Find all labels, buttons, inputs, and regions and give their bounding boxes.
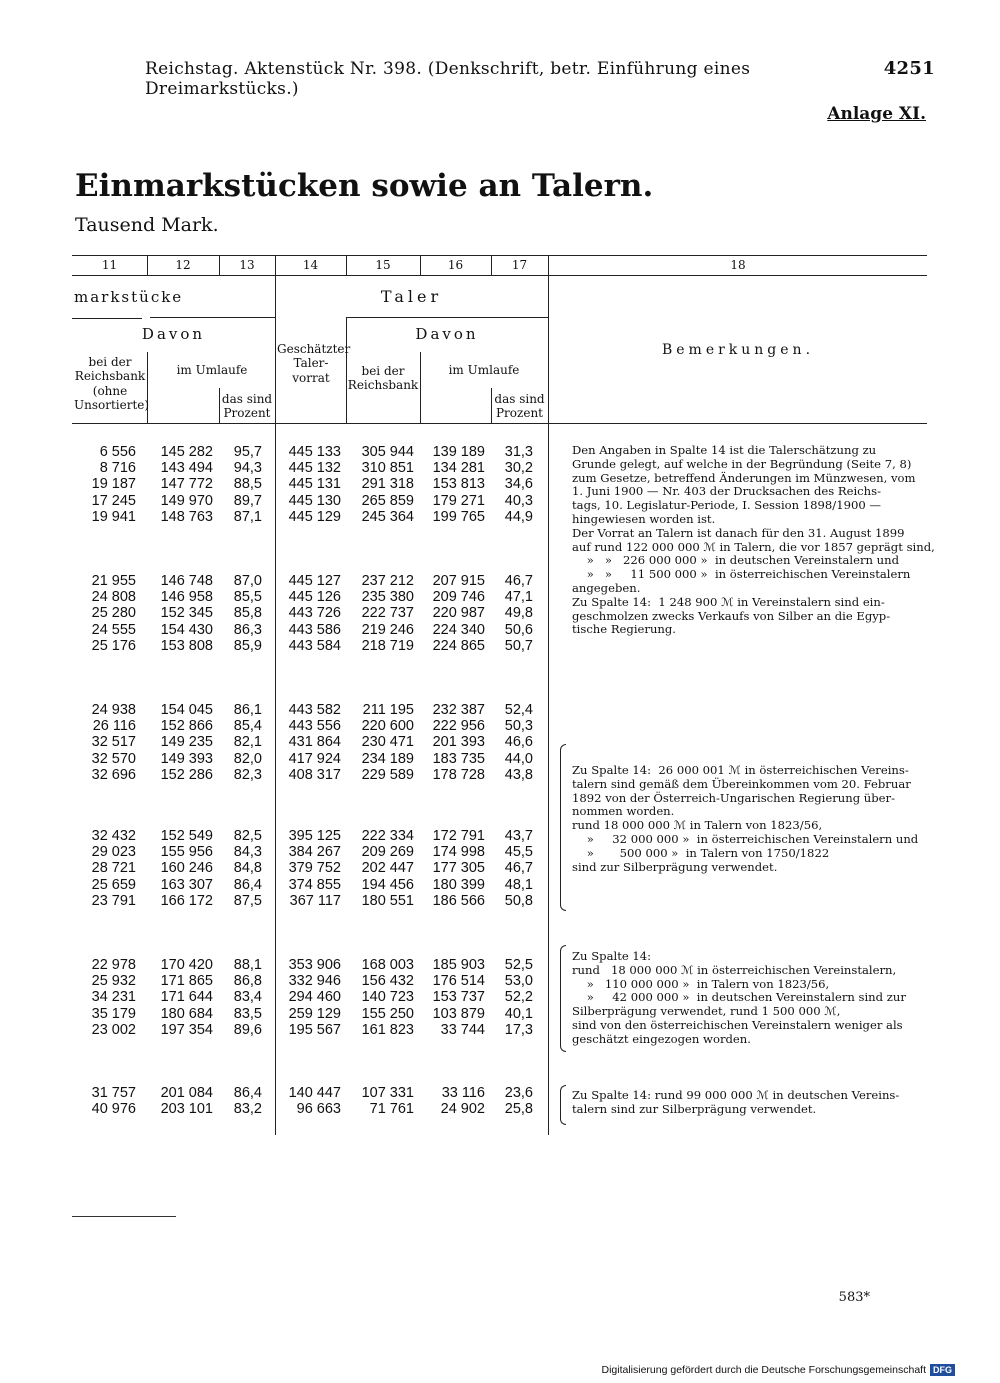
- cell-reichsbank-taler: 194 456: [361, 876, 414, 893]
- cell-talervorrat: 408 317: [288, 766, 341, 783]
- cell-umlauf-taler: 174 998: [432, 844, 485, 861]
- cell-umlauf-mark: 149 393: [160, 750, 213, 767]
- table-row: [0, 460, 560, 476]
- table-row: [0, 877, 560, 893]
- cell-prozent-taler: 52,5: [504, 957, 533, 973]
- cell-reichsbank-taler: 156 432: [361, 973, 414, 990]
- cell-reichsbank-taler: 245 364: [361, 508, 414, 525]
- colnum-12: 12: [175, 258, 191, 272]
- cell-talervorrat: 140 447: [288, 1085, 341, 1101]
- cell-umlauf-mark: 203 101: [160, 1101, 213, 1118]
- cell-prozent-mark: 87,1: [233, 508, 262, 525]
- cell-umlauf-taler: 220 987: [432, 605, 485, 622]
- mark-left-rule: [72, 318, 142, 319]
- cell-talervorrat: 445 130: [288, 492, 341, 509]
- page-number: 4251: [883, 58, 935, 79]
- cell-reichsbank-unsortiert: 24 938: [91, 702, 136, 718]
- cell-reichsbank-taler: 218 719: [361, 637, 414, 654]
- cell-prozent-mark: 83,2: [233, 1101, 262, 1118]
- table-row: [0, 702, 560, 718]
- cell-umlauf-mark: 160 246: [160, 860, 213, 877]
- cell-prozent-mark: 85,5: [233, 589, 262, 606]
- cell-prozent-taler: 45,5: [504, 844, 533, 861]
- cell-umlauf-taler: 180 399: [432, 876, 485, 893]
- table-row: [0, 1006, 560, 1022]
- cell-prozent-mark: 85,8: [233, 605, 262, 622]
- cell-umlauf-mark: 145 282: [160, 444, 213, 460]
- header-im-umlaufe-taler: im Umlaufe: [448, 363, 520, 377]
- remark-2: Zu Spalte 14: 26 000 001 ℳ in österreichischen Vereins- talern sind gemäß dem Übereinkommen vom 20. Februar 1892 von der Österreich-Ungarischen Regierung über- nommen worden. rund 18 000 000 ℳ in Talern von 1823/56, » 32 000 000 » in österreichischen Vereinstalern und » 500 000 » in Talern von 1750/1822 sind zur Silberprägung verwendet.: [572, 763, 919, 874]
- cell-umlauf-mark: 154 045: [160, 702, 213, 718]
- cell-reichsbank-unsortiert: 25 932: [91, 973, 136, 990]
- credit-text: Digitalisierung gefördert durch die Deutsche Forschungsgemeinschaft: [601, 1364, 926, 1376]
- row-group-3: [0, 702, 560, 783]
- cell-umlauf-taler: 177 305: [432, 860, 485, 877]
- cell-prozent-taler: 49,8: [504, 605, 533, 622]
- cell-prozent-mark: 85,4: [233, 718, 262, 735]
- cell-talervorrat: 443 584: [288, 637, 341, 654]
- cell-talervorrat: 443 586: [288, 621, 341, 638]
- cell-talervorrat: 96 663: [296, 1101, 341, 1118]
- cell-prozent-taler: 44,9: [504, 508, 533, 525]
- cell-reichsbank-unsortiert: 6 556: [99, 444, 136, 460]
- col-divider: [147, 352, 148, 423]
- cell-talervorrat: 353 906: [288, 957, 341, 973]
- table-row: [0, 751, 560, 767]
- cell-prozent-taler: 50,8: [504, 892, 533, 909]
- table-row: [0, 844, 560, 860]
- header-talervorrat: Geschätzter Taler- vorrat: [277, 342, 351, 385]
- table-row: [0, 589, 560, 605]
- cell-umlauf-mark: 154 430: [160, 621, 213, 638]
- cell-prozent-mark: 89,7: [233, 492, 262, 509]
- cell-umlauf-taler: 178 728: [432, 766, 485, 783]
- cell-prozent-mark: 83,4: [233, 989, 262, 1006]
- cell-reichsbank-taler: 211 195: [362, 702, 414, 718]
- row-group-5: [0, 957, 560, 1038]
- row-group-6: [0, 1085, 560, 1117]
- cell-prozent-mark: 86,4: [233, 1085, 262, 1101]
- cell-umlauf-taler: 201 393: [432, 734, 485, 751]
- colnum-14: 14: [302, 258, 319, 272]
- cell-reichsbank-taler: 209 269: [361, 844, 414, 861]
- cell-umlauf-mark: 155 956: [160, 844, 213, 861]
- column-number-rule: [72, 275, 927, 276]
- table-row: [0, 989, 560, 1005]
- cell-talervorrat: 379 752: [288, 860, 341, 877]
- row-group-2: [0, 573, 560, 654]
- table-row: [0, 860, 560, 876]
- cell-reichsbank-unsortiert: 40 976: [91, 1101, 136, 1118]
- header-reichsbank-taler: bei der Reichsbank: [347, 364, 419, 393]
- cell-umlauf-taler: 33 744: [440, 1021, 485, 1038]
- cell-reichsbank-taler: 291 318: [361, 476, 414, 493]
- cell-umlauf-taler: 207 915: [432, 573, 485, 589]
- cell-reichsbank-unsortiert: 21 955: [91, 573, 136, 589]
- cell-talervorrat: 445 127: [288, 573, 341, 589]
- cell-umlauf-mark: 149 970: [160, 492, 213, 509]
- cell-prozent-mark: 89,6: [233, 1021, 262, 1038]
- cell-prozent-taler: 23,6: [504, 1085, 533, 1101]
- cell-reichsbank-unsortiert: 8 716: [99, 460, 136, 477]
- cell-umlauf-mark: 152 286: [160, 766, 213, 783]
- table-row: [0, 828, 560, 844]
- cell-prozent-mark: 82,0: [233, 750, 262, 767]
- cell-umlauf-mark: 147 772: [160, 476, 213, 493]
- colnum-13: 13: [239, 258, 255, 272]
- cell-prozent-taler: 17,3: [504, 1021, 533, 1038]
- cell-prozent-mark: 86,8: [233, 973, 262, 990]
- cell-talervorrat: 395 125: [288, 828, 341, 844]
- cell-umlauf-taler: 224 865: [432, 637, 485, 654]
- table-row: [0, 444, 560, 460]
- cell-umlauf-taler: 172 791: [432, 828, 485, 844]
- cell-talervorrat: 443 582: [288, 702, 341, 718]
- row-group-1: [0, 444, 560, 525]
- cell-prozent-taler: 52,4: [504, 702, 533, 718]
- cell-umlauf-mark: 152 345: [160, 605, 213, 622]
- cell-umlauf-mark: 197 354: [160, 1021, 213, 1038]
- cell-talervorrat: 445 132: [288, 460, 341, 477]
- cell-umlauf-taler: 24 902: [440, 1101, 485, 1118]
- cell-umlauf-taler: 222 956: [432, 718, 485, 735]
- cell-prozent-taler: 46,6: [504, 734, 533, 751]
- brace: [560, 945, 566, 1052]
- header-im-umlaufe-mark: im Umlaufe: [176, 363, 248, 377]
- cell-prozent-mark: 84,8: [233, 860, 262, 877]
- cell-reichsbank-unsortiert: 24 808: [91, 589, 136, 606]
- table-row: [0, 1022, 560, 1038]
- mark-davon-header: Davon: [141, 325, 206, 343]
- cell-umlauf-taler: 33 116: [441, 1085, 485, 1101]
- cell-talervorrat: 445 129: [288, 508, 341, 525]
- table-row: [0, 493, 560, 509]
- cell-prozent-mark: 94,3: [233, 460, 262, 477]
- cell-reichsbank-unsortiert: 34 231: [91, 989, 136, 1006]
- cell-reichsbank-taler: 140 723: [361, 989, 414, 1006]
- dfg-logo: DFG: [930, 1364, 955, 1376]
- cell-prozent-mark: 87,5: [233, 892, 262, 909]
- cell-reichsbank-unsortiert: 19 941: [91, 508, 136, 525]
- cell-prozent-taler: 30,2: [504, 460, 533, 477]
- cell-umlauf-taler: 183 735: [432, 750, 485, 767]
- cell-talervorrat: 332 946: [288, 973, 341, 990]
- cell-prozent-mark: 95,7: [233, 444, 262, 460]
- signature-mark: 583*: [838, 1290, 870, 1305]
- table-row: [0, 638, 560, 654]
- cell-umlauf-mark: 180 684: [160, 1005, 213, 1022]
- table-row: [0, 622, 560, 638]
- annex-label: Anlage XI.: [827, 104, 926, 124]
- cell-reichsbank-unsortiert: 28 721: [91, 860, 136, 877]
- taler-davon-rule: [346, 317, 548, 318]
- cell-reichsbank-taler: 234 189: [361, 750, 414, 767]
- cell-prozent-mark: 82,5: [233, 828, 262, 844]
- brace: [560, 744, 566, 911]
- cell-umlauf-mark: 149 235: [160, 734, 213, 751]
- cell-reichsbank-taler: 220 600: [361, 718, 414, 735]
- cell-talervorrat: 431 864: [288, 734, 341, 751]
- cell-prozent-taler: 46,7: [504, 573, 533, 589]
- cell-prozent-taler: 34,6: [504, 476, 533, 493]
- table-row: [0, 1085, 560, 1101]
- cell-prozent-mark: 82,3: [233, 766, 262, 783]
- cell-umlauf-taler: 153 737: [432, 989, 485, 1006]
- cell-umlauf-taler: 139 189: [432, 444, 485, 460]
- unit-label: Tausend Mark.: [75, 214, 219, 236]
- cell-reichsbank-unsortiert: 35 179: [91, 1005, 136, 1022]
- cell-reichsbank-taler: 155 250: [361, 1005, 414, 1022]
- row-group-4: [0, 828, 560, 909]
- cell-prozent-mark: 86,3: [233, 621, 262, 638]
- cell-reichsbank-taler: 235 380: [361, 589, 414, 606]
- cell-reichsbank-unsortiert: 22 978: [91, 957, 136, 973]
- cell-reichsbank-unsortiert: 31 757: [91, 1085, 136, 1101]
- cell-umlauf-taler: 185 903: [432, 957, 485, 973]
- taler-davon-header: Davon: [415, 325, 479, 343]
- cell-talervorrat: 417 924: [288, 750, 341, 767]
- cell-umlauf-mark: 152 866: [160, 718, 213, 735]
- cell-umlauf-taler: 134 281: [432, 460, 485, 477]
- cell-umlauf-mark: 170 420: [160, 957, 213, 973]
- colnum-18: 18: [730, 258, 746, 272]
- footnote-rule: [72, 1216, 176, 1217]
- cell-prozent-taler: 40,1: [504, 1005, 533, 1022]
- cell-reichsbank-unsortiert: 19 187: [91, 476, 136, 493]
- cell-prozent-mark: 86,4: [233, 876, 262, 893]
- cell-reichsbank-unsortiert: 24 555: [91, 621, 136, 638]
- table-row: [0, 957, 560, 973]
- table-row: [0, 476, 560, 492]
- cell-reichsbank-taler: 180 551: [361, 892, 414, 909]
- cell-prozent-taler: 46,7: [504, 860, 533, 877]
- remark-1: Den Angaben in Spalte 14 ist die Talerschätzung zu Grunde gelegt, auf welche in der Begründung (Seite 7, 8) zum Gesetze, betreffend Änderungen im Münzwesen, vom 1. Juni 1900 — Nr. 403 der Drucksachen des Reichs- tags, 10. Legislatur-Periode, I. Session 1898/1900 — hingewiesen worden ist. Der Vorrat an Talern ist danach für den 31. August 1899 auf rund 122 000 000 ℳ in Talern, die vor 1857 geprägt sind, » » 226 000 000 » in deutschen Vereinstalern und » » 11 500 000 » in österreichischen Vereinstalern angegeben. Zu Spalte 14: 1 248 900 ℳ in Vereinstalern sind ein- geschmolzen zwecks Verkaufs von Silber an die Egyp- tische Regierung.: [572, 443, 935, 637]
- header-reichsbank-unsortiert: bei der Reichsbank (ohne Unsortierte): [74, 355, 150, 413]
- cell-reichsbank-unsortiert: 23 002: [91, 1021, 136, 1038]
- cell-reichsbank-unsortiert: 25 659: [91, 876, 136, 893]
- cell-reichsbank-unsortiert: 25 280: [91, 605, 136, 622]
- table-top-rule: [72, 255, 927, 256]
- cell-reichsbank-unsortiert: 32 517: [91, 734, 136, 751]
- cell-umlauf-mark: 148 763: [160, 508, 213, 525]
- cell-umlauf-mark: 146 958: [160, 589, 213, 606]
- cell-prozent-taler: 40,3: [504, 492, 533, 509]
- cell-reichsbank-taler: 265 859: [361, 492, 414, 509]
- cell-prozent-taler: 47,1: [504, 589, 533, 606]
- colnum-15: 15: [375, 258, 391, 272]
- table-row: [0, 734, 560, 750]
- cell-prozent-taler: 50,3: [504, 718, 533, 735]
- cell-reichsbank-taler: 202 447: [361, 860, 414, 877]
- cell-reichsbank-taler: 71 761: [369, 1101, 414, 1118]
- cell-reichsbank-unsortiert: 32 570: [91, 750, 136, 767]
- remark-3: Zu Spalte 14: rund 18 000 000 ℳ in österreichischen Vereinstalern, » 110 000 000 » in Talern von 1823/56, » 42 000 000 » in deutschen Vereinstalern sind zur Silberprägung verwendet, rund 1 500 000 ℳ, sind von den österreichischen Vereinstalern weniger als geschätzt eingezogen worden.: [572, 949, 906, 1046]
- cell-reichsbank-unsortiert: 25 176: [91, 637, 136, 654]
- cell-prozent-taler: 50,7: [504, 637, 533, 654]
- cell-reichsbank-unsortiert: 32 432: [91, 828, 136, 844]
- header-bottom-rule: [72, 423, 927, 424]
- cell-umlauf-mark: 201 084: [160, 1085, 213, 1101]
- cell-prozent-taler: 25,8: [504, 1101, 533, 1118]
- cell-umlauf-taler: 186 566: [432, 892, 485, 909]
- cell-prozent-taler: 43,8: [504, 766, 533, 783]
- cell-umlauf-taler: 179 271: [432, 492, 485, 509]
- cell-prozent-taler: 43,7: [504, 828, 533, 844]
- cell-umlauf-taler: 103 879: [432, 1005, 485, 1022]
- cell-prozent-taler: 44,0: [504, 750, 533, 767]
- header-prozent-taler: das sind Prozent: [494, 392, 545, 421]
- cell-talervorrat: 445 133: [288, 444, 341, 460]
- group-mark-header: markstücke: [74, 288, 184, 306]
- cell-umlauf-mark: 171 644: [160, 989, 213, 1006]
- cell-talervorrat: 445 131: [288, 476, 341, 493]
- cell-reichsbank-taler: 237 212: [361, 573, 414, 589]
- cell-umlauf-taler: 153 813: [432, 476, 485, 493]
- cell-reichsbank-unsortiert: 29 023: [91, 844, 136, 861]
- cell-umlauf-taler: 232 387: [432, 702, 485, 718]
- cell-umlauf-mark: 153 808: [160, 637, 213, 654]
- cell-prozent-mark: 88,5: [233, 476, 262, 493]
- cell-umlauf-mark: 171 865: [160, 973, 213, 990]
- cell-talervorrat: 443 556: [288, 718, 341, 735]
- running-title: Reichstag. Aktenstück Nr. 398. (Denkschrift, betr. Einführung eines Dreimarkstücks.): [145, 59, 751, 99]
- cell-umlauf-taler: 199 765: [432, 508, 485, 525]
- cell-prozent-taler: 48,1: [504, 876, 533, 893]
- cell-talervorrat: 259 129: [288, 1005, 341, 1022]
- table-row: [0, 1101, 560, 1117]
- cell-prozent-taler: 31,3: [504, 444, 533, 460]
- mark-davon-rule: [150, 317, 275, 318]
- brace: [560, 1085, 566, 1125]
- cell-prozent-taler: 52,2: [504, 989, 533, 1006]
- cell-reichsbank-taler: 161 823: [361, 1021, 414, 1038]
- colnum-16: 16: [447, 258, 464, 272]
- cell-talervorrat: 443 726: [288, 605, 341, 622]
- cell-umlauf-taler: 176 514: [432, 973, 485, 990]
- credit-line: [601, 1364, 955, 1376]
- cell-talervorrat: 374 855: [288, 876, 341, 893]
- colnum-17: 17: [511, 258, 528, 272]
- header-bemerkungen: Bemerkungen.: [661, 342, 815, 358]
- cell-reichsbank-unsortiert: 23 791: [91, 892, 136, 909]
- cell-reichsbank-unsortiert: 32 696: [91, 766, 136, 783]
- cell-reichsbank-taler: 222 334: [361, 828, 414, 844]
- cell-prozent-mark: 86,1: [233, 702, 262, 718]
- table-row: [0, 893, 560, 909]
- cell-prozent-mark: 84,3: [233, 844, 262, 861]
- cell-reichsbank-taler: 230 471: [361, 734, 414, 751]
- group-taler-header: Taler: [380, 287, 443, 306]
- cell-prozent-taler: 50,6: [504, 621, 533, 638]
- cell-reichsbank-taler: 229 589: [361, 766, 414, 783]
- cell-talervorrat: 367 117: [289, 892, 341, 909]
- table-row: [0, 605, 560, 621]
- running-head: [145, 58, 935, 99]
- cell-talervorrat: 384 267: [288, 844, 341, 861]
- table-row: [0, 767, 560, 783]
- cell-prozent-mark: 82,1: [233, 734, 262, 751]
- colnum-11: 11: [101, 258, 118, 272]
- cell-umlauf-taler: 209 746: [432, 589, 485, 606]
- cell-reichsbank-taler: 219 246: [361, 621, 414, 638]
- page-title: Einmarkstücken sowie an Talern.: [75, 168, 654, 204]
- remark-4: Zu Spalte 14: rund 99 000 000 ℳ in deutschen Vereins- talern sind zur Silberprägung verwendet.: [572, 1088, 900, 1116]
- cell-prozent-mark: 85,9: [233, 637, 262, 654]
- cell-reichsbank-taler: 310 851: [361, 460, 414, 477]
- cell-prozent-mark: 88,1: [233, 957, 262, 973]
- cell-reichsbank-unsortiert: 26 116: [92, 718, 136, 735]
- cell-umlauf-taler: 224 340: [432, 621, 485, 638]
- cell-umlauf-mark: 163 307: [160, 876, 213, 893]
- cell-talervorrat: 445 126: [288, 589, 341, 606]
- cell-talervorrat: 195 567: [288, 1021, 341, 1038]
- table-row: [0, 973, 560, 989]
- cell-talervorrat: 294 460: [288, 989, 341, 1006]
- cell-prozent-mark: 87,0: [233, 573, 262, 589]
- cell-umlauf-mark: 152 549: [160, 828, 213, 844]
- table-row: [0, 573, 560, 589]
- cell-umlauf-mark: 143 494: [160, 460, 213, 477]
- cell-prozent-mark: 83,5: [233, 1005, 262, 1022]
- header-prozent-mark: das sind Prozent: [221, 392, 273, 421]
- cell-reichsbank-taler: 222 737: [361, 605, 414, 622]
- cell-umlauf-mark: 166 172: [160, 892, 213, 909]
- cell-reichsbank-taler: 107 331: [361, 1085, 414, 1101]
- cell-umlauf-mark: 146 748: [160, 573, 213, 589]
- cell-reichsbank-unsortiert: 17 245: [91, 492, 136, 509]
- cell-reichsbank-taler: 168 003: [361, 957, 414, 973]
- table-row: [0, 718, 560, 734]
- cell-prozent-taler: 53,0: [504, 973, 533, 990]
- table-row: [0, 509, 560, 525]
- cell-reichsbank-taler: 305 944: [361, 444, 414, 460]
